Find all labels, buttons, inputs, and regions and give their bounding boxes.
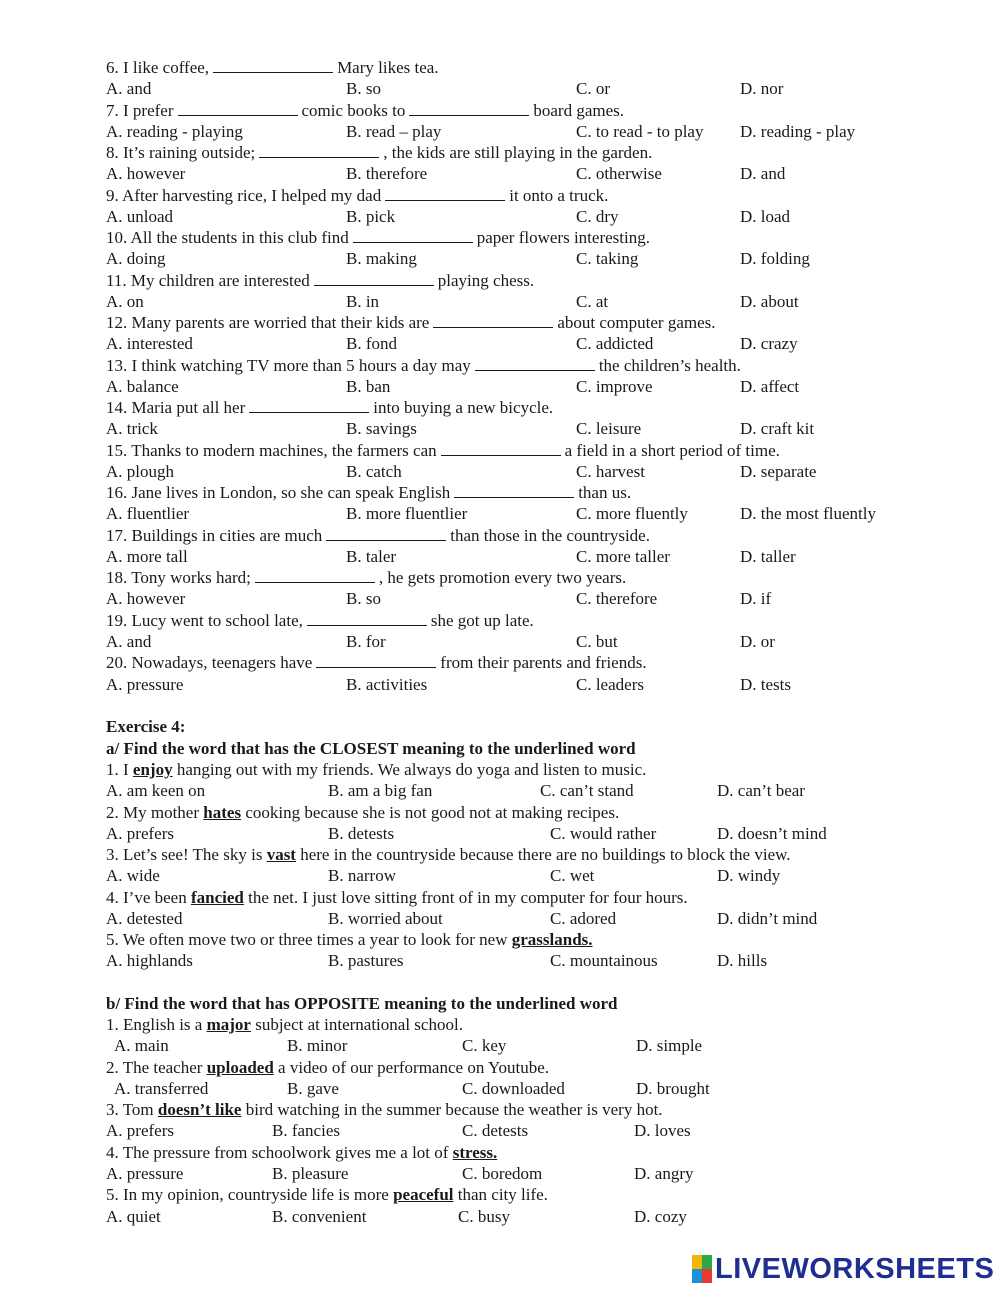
answer-blank[interactable]	[307, 611, 427, 626]
option-b[interactable]: B. so	[346, 589, 381, 608]
option-d[interactable]: D. brought	[636, 1079, 710, 1098]
section-b-heading: b/ Find the word that has OPPOSITE meaning to the underlined word	[106, 994, 618, 1013]
option-a[interactable]: A. am keen on	[106, 781, 206, 800]
option-c[interactable]: C. wet	[550, 866, 595, 885]
option-c[interactable]: C. or	[576, 79, 610, 98]
answer-blank[interactable]	[454, 483, 574, 498]
section-a-heading: a/ Find the word that has the CLOSEST meaning to the underlined word	[106, 739, 636, 758]
option-d[interactable]: D. affect	[740, 377, 800, 396]
option-c[interactable]: C. leisure	[576, 419, 642, 438]
option-a[interactable]: A. unload	[106, 207, 174, 226]
option-c[interactable]: C. key	[462, 1036, 507, 1055]
question-text: 8. It’s raining outside; , the kids are still playing in the garden.	[106, 143, 653, 162]
option-c[interactable]: C. addicted	[576, 334, 654, 353]
question-text: 4. I’ve been fancied the net. I just love sitting front of in my computer for four hours.	[106, 888, 688, 907]
brand-name: LIVEWORKSHEETS	[715, 1252, 995, 1285]
option-d[interactable]: D. can’t bear	[717, 781, 805, 800]
answer-blank[interactable]	[409, 101, 529, 116]
option-b[interactable]: B. pleasure	[272, 1164, 349, 1183]
underlined-word: grasslands.	[511, 930, 593, 949]
question-text: 1. I enjoy hanging out with my friends. We always do yoga and listen to music.	[106, 760, 647, 779]
underlined-word: fancied	[190, 888, 244, 907]
option-b[interactable]: B. making	[346, 249, 417, 268]
option-b[interactable]: B. pick	[346, 207, 396, 226]
option-a[interactable]: A. doing	[106, 249, 166, 268]
answer-blank[interactable]	[385, 186, 505, 201]
option-a[interactable]: A. and	[106, 632, 152, 651]
option-b[interactable]: B. read – play	[346, 122, 442, 141]
question-text: 18. Tony works hard; , he gets promotion every two years.	[106, 568, 627, 587]
option-a[interactable]: A. on	[106, 292, 144, 311]
option-a[interactable]: A. pressure	[106, 1164, 184, 1183]
option-d[interactable]: D. load	[740, 207, 791, 226]
underlined-word: major	[206, 1015, 251, 1034]
option-a[interactable]: A. quiet	[106, 1207, 161, 1226]
question-text: 4. The pressure from schoolwork gives me a lot of stress.	[106, 1143, 498, 1162]
option-b[interactable]: B. pastures	[328, 951, 404, 970]
underlined-word: hates	[203, 803, 242, 822]
question-text: 17. Buildings in cities are much than those in the countryside.	[106, 526, 650, 545]
option-b[interactable]: B. narrow	[328, 866, 396, 885]
option-b[interactable]: B. am a big fan	[328, 781, 433, 800]
liveworksheets-mark-icon	[692, 1255, 712, 1283]
option-a[interactable]: A. wide	[106, 866, 160, 885]
option-c[interactable]: C. taking	[576, 249, 639, 268]
option-a[interactable]: A. reading - playing	[106, 122, 243, 141]
option-c[interactable]: C. downloaded	[462, 1079, 565, 1098]
question-text: 12. Many parents are worried that their kids are about computer games.	[106, 313, 716, 332]
option-b[interactable]: B. catch	[346, 462, 402, 481]
option-a[interactable]: A. main	[114, 1036, 169, 1055]
option-a[interactable]: A. however	[106, 589, 186, 608]
underlined-word: peaceful	[393, 1185, 454, 1204]
option-d[interactable]: D. or	[740, 632, 775, 651]
option-c[interactable]: C. but	[576, 632, 618, 651]
option-c[interactable]: C. at	[576, 292, 609, 311]
answer-blank[interactable]	[326, 526, 446, 541]
option-b[interactable]: B. more fluentlier	[346, 504, 468, 523]
option-a[interactable]: A. interested	[106, 334, 193, 353]
option-d[interactable]: D. cozy	[634, 1207, 687, 1226]
option-c[interactable]: C. boredom	[462, 1164, 543, 1183]
option-d[interactable]: D. angry	[634, 1164, 694, 1183]
option-d[interactable]: D. the most fluently	[740, 504, 876, 523]
option-b[interactable]: B. taler	[346, 547, 397, 566]
option-c[interactable]: C. mountainous	[550, 951, 658, 970]
option-d[interactable]: D. doesn’t mind	[717, 824, 827, 843]
option-b[interactable]: B. fancies	[272, 1121, 340, 1140]
option-b[interactable]: B. gave	[287, 1079, 339, 1098]
option-d[interactable]: D. craft kit	[740, 419, 815, 438]
option-d[interactable]: D. folding	[740, 249, 810, 268]
underlined-word: stress.	[452, 1143, 498, 1162]
option-a[interactable]: A. and	[106, 79, 152, 98]
question-text: 3. Tom doesn’t like bird watching in the summer because the weather is very hot.	[106, 1100, 663, 1119]
option-c[interactable]: C. improve	[576, 377, 653, 396]
answer-blank[interactable]	[259, 143, 379, 158]
question-text: 5. We often move two or three times a year to look for new grasslands.	[106, 930, 593, 949]
option-a[interactable]: A. fluentlier	[106, 504, 190, 523]
answer-blank[interactable]	[475, 356, 595, 371]
option-d[interactable]: D. tests	[740, 675, 791, 694]
option-a[interactable]: A. however	[106, 164, 186, 183]
option-d[interactable]: D. about	[740, 292, 799, 311]
option-d[interactable]: D. loves	[634, 1121, 691, 1140]
option-b[interactable]: B. fond	[346, 334, 397, 353]
answer-blank[interactable]	[255, 568, 375, 583]
question-text: 13. I think watching TV more than 5 hours a day may the children’s health.	[106, 356, 741, 375]
answer-blank[interactable]	[353, 228, 473, 243]
question-text: 16. Jane lives in London, so she can speak English than us.	[106, 483, 632, 502]
option-d[interactable]: D. and	[740, 164, 786, 183]
option-c[interactable]: C. more fluently	[576, 504, 688, 523]
option-a[interactable]: A. highlands	[106, 951, 193, 970]
question-text: 2. My mother hates cooking because she is not good not at making recipes.	[106, 803, 620, 822]
option-b[interactable]: B. ban	[346, 377, 391, 396]
answer-blank[interactable]	[314, 271, 434, 286]
option-a[interactable]: A. pressure	[106, 675, 184, 694]
option-d[interactable]: D. separate	[740, 462, 817, 481]
answer-blank[interactable]	[249, 398, 369, 413]
option-c[interactable]: C. busy	[458, 1207, 510, 1226]
option-b[interactable]: B. savings	[346, 419, 417, 438]
underlined-word: enjoy	[132, 760, 173, 779]
option-a[interactable]: A. plough	[106, 462, 174, 481]
underlined-word: uploaded	[206, 1058, 274, 1077]
option-b[interactable]: B. detests	[328, 824, 395, 843]
question-text: 19. Lucy went to school late, she got up late.	[106, 611, 534, 630]
question-text: 9. After harvesting rice, I helped my dad it onto a truck.	[106, 186, 609, 205]
option-d[interactable]: D. crazy	[740, 334, 798, 353]
option-c[interactable]: C. detests	[462, 1121, 529, 1140]
question-text: 1. English is a major subject at international school.	[106, 1015, 463, 1034]
option-b[interactable]: B. for	[346, 632, 386, 651]
option-d[interactable]: D. reading - play	[740, 122, 856, 141]
answer-blank[interactable]	[178, 101, 298, 116]
option-a[interactable]: A. prefers	[106, 1121, 174, 1140]
option-c[interactable]: C. can’t stand	[540, 781, 634, 800]
option-d[interactable]: D. hills	[717, 951, 768, 970]
question-text: 7. I prefer comic books to board games.	[106, 101, 625, 120]
option-c[interactable]: C. more taller	[576, 547, 670, 566]
option-b[interactable]: B. therefore	[346, 164, 428, 183]
question-text: 3. Let’s see! The sky is vast here in the countryside because there are no buildings to block the view.	[106, 845, 791, 864]
option-b[interactable]: B. so	[346, 79, 381, 98]
option-a[interactable]: A. prefers	[106, 824, 174, 843]
option-c[interactable]: C. to read - to play	[576, 122, 704, 141]
option-c[interactable]: C. therefore	[576, 589, 658, 608]
question-text: 20. Nowadays, teenagers have from their parents and friends.	[106, 653, 647, 672]
option-c[interactable]: C. dry	[576, 207, 619, 226]
option-c[interactable]: C. leaders	[576, 675, 644, 694]
option-c[interactable]: C. harvest	[576, 462, 645, 481]
question-text: 5. In my opinion, countryside life is more peaceful than city life.	[106, 1185, 548, 1204]
question-text: 11. My children are interested playing chess.	[106, 271, 535, 290]
option-b[interactable]: B. activities	[346, 675, 428, 694]
option-d[interactable]: D. simple	[636, 1036, 703, 1055]
option-b[interactable]: B. minor	[287, 1036, 348, 1055]
underlined-word: doesn’t like	[157, 1100, 242, 1119]
option-d[interactable]: D. if	[740, 589, 772, 608]
question-text: 2. The teacher uploaded a video of our performance on Youtube.	[106, 1058, 550, 1077]
option-a[interactable]: A. more tall	[106, 547, 188, 566]
option-c[interactable]: C. otherwise	[576, 164, 662, 183]
option-d[interactable]: D. windy	[717, 866, 781, 885]
answer-blank[interactable]	[441, 441, 561, 456]
option-a[interactable]: A. trick	[106, 419, 158, 438]
option-a[interactable]: A. detested	[106, 909, 183, 928]
answer-blank[interactable]	[433, 313, 553, 328]
liveworksheets-logo	[692, 1252, 994, 1286]
question-text: 6. I like coffee, Mary likes tea.	[106, 58, 439, 77]
answer-blank[interactable]	[316, 653, 436, 668]
option-c[interactable]: C. adored	[550, 909, 617, 928]
question-text: 10. All the students in this club find paper flowers interesting.	[106, 228, 650, 247]
question-text: 14. Maria put all her into buying a new bicycle.	[106, 398, 554, 417]
answer-blank[interactable]	[213, 58, 333, 73]
option-d[interactable]: D. nor	[740, 79, 784, 98]
option-b[interactable]: B. worried about	[328, 909, 443, 928]
option-a[interactable]: A. balance	[106, 377, 179, 396]
question-text: 15. Thanks to modern machines, the farmers can a field in a short period of time.	[106, 441, 780, 460]
option-d[interactable]: D. didn’t mind	[717, 909, 818, 928]
option-a[interactable]: A. transferred	[114, 1079, 209, 1098]
underlined-word: vast	[266, 845, 296, 864]
option-d[interactable]: D. taller	[740, 547, 796, 566]
option-b[interactable]: B. in	[346, 292, 380, 311]
option-b[interactable]: B. convenient	[272, 1207, 367, 1226]
exercise-title: Exercise 4:	[106, 717, 186, 736]
option-c[interactable]: C. would rather	[550, 824, 657, 843]
